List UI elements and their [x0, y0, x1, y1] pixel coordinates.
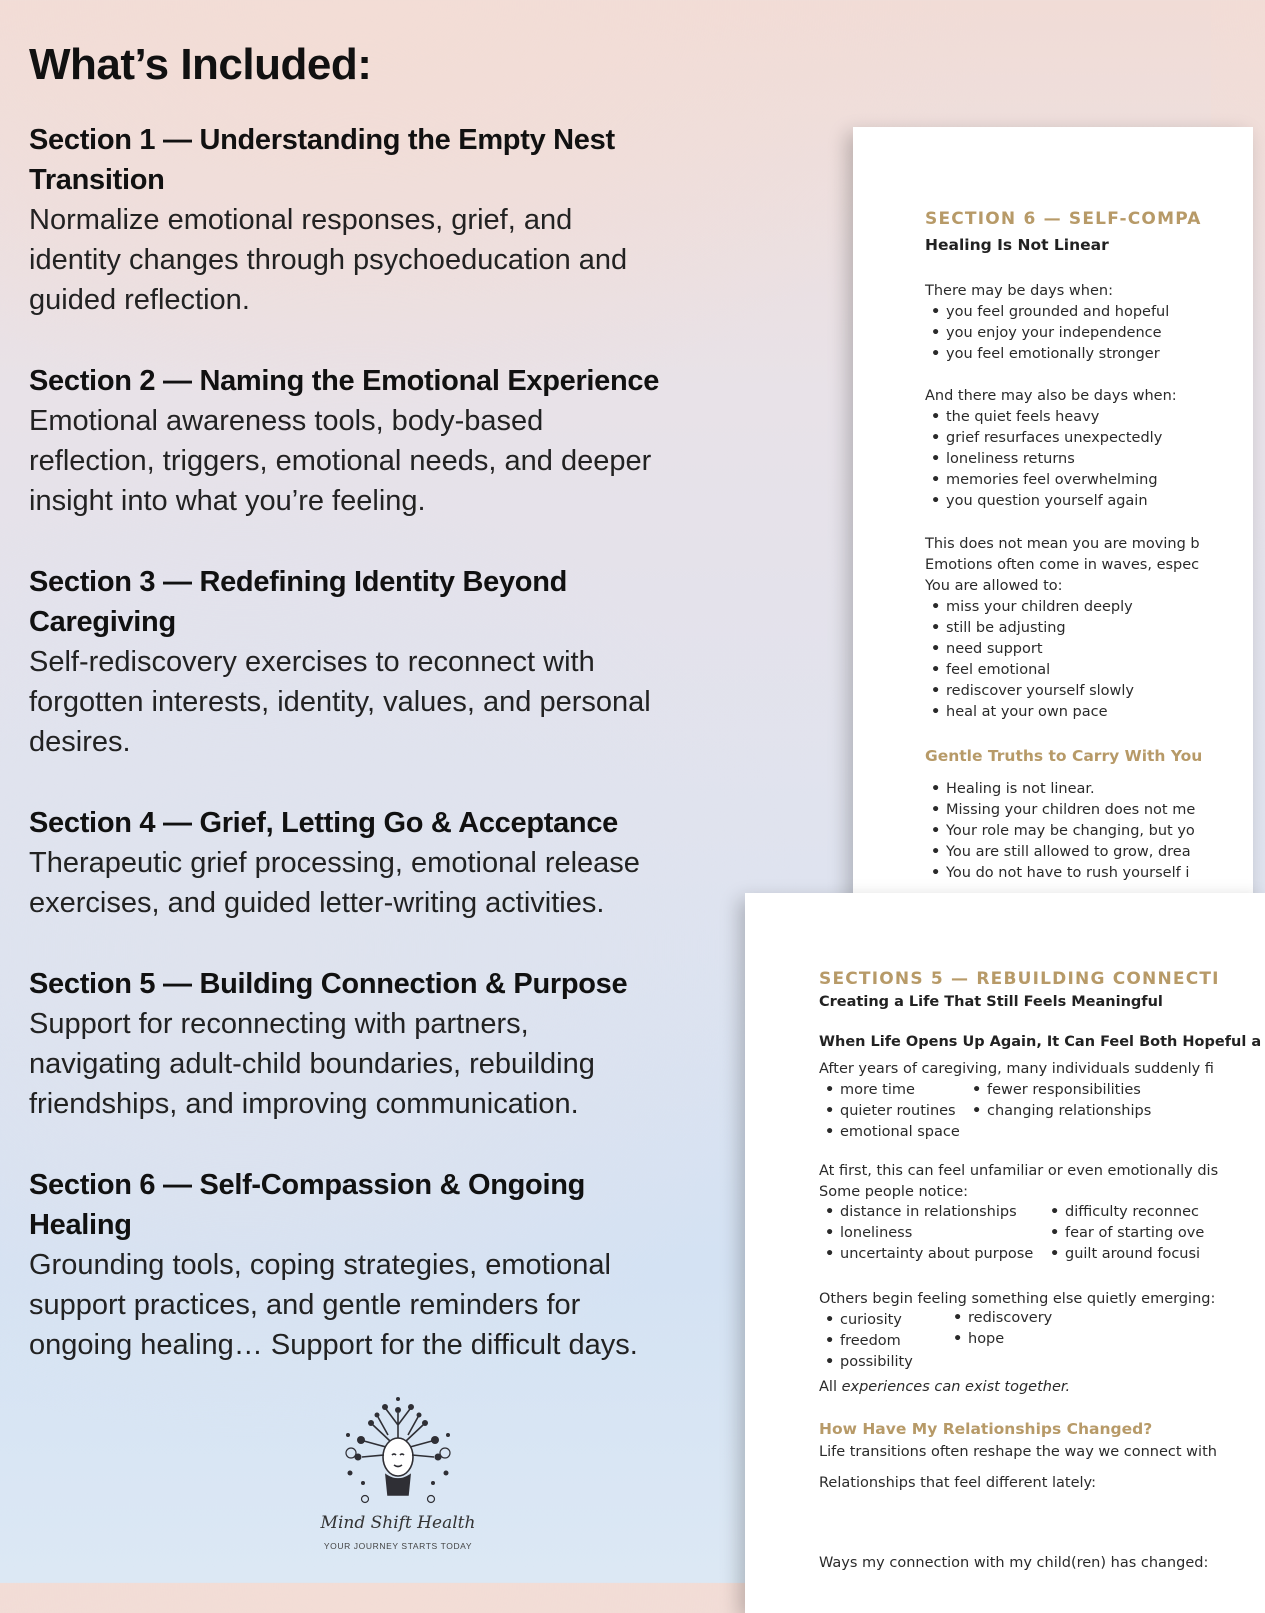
- list-item: • Healing is not linear.: [928, 779, 1195, 800]
- list-item: • loneliness returns: [928, 449, 1162, 470]
- page-title: What’s Included:: [29, 40, 372, 89]
- section-description: Emotional awareness tools, body-based reflection, triggers, emotional needs, and deeper insight into what you’re feeling.: [29, 405, 652, 517]
- list-item: • you feel grounded and hopeful: [928, 302, 1169, 323]
- section-title: Section 6 — Self-Compassion & Ongoing Healing: [29, 1169, 586, 1241]
- page-list: [928, 597, 1134, 723]
- page-list: [822, 1080, 960, 1143]
- list-item: • freedom: [822, 1331, 913, 1352]
- section-title: Section 4 — Grief, Letting Go & Acceptance: [29, 807, 618, 839]
- list-item: • grief resurfaces unexpectedly: [928, 428, 1162, 449]
- section-1: [29, 120, 769, 320]
- list-item: • Missing your children does not me: [928, 800, 1195, 821]
- page-text: Life transitions often reshape the way we connect with: [819, 1444, 1217, 1460]
- logo-wordmark: Mind Shift Health: [320, 1513, 476, 1533]
- list-item: • you question yourself again: [928, 491, 1162, 512]
- page-list: [928, 779, 1195, 884]
- list-item: • loneliness: [822, 1223, 1033, 1244]
- tree-head-logo-icon: [318, 1395, 478, 1515]
- list-item: • memories feel overwhelming: [928, 470, 1162, 491]
- list-item: • You do not have to rush yourself i: [928, 863, 1195, 884]
- page-text: Relationships that feel different lately:: [819, 1475, 1096, 1491]
- page-subheading: Healing Is Not Linear: [925, 236, 1109, 254]
- page-list: [1047, 1202, 1204, 1265]
- section-title: [29, 120, 769, 200]
- list-item: • changing relationships: [969, 1101, 1151, 1122]
- sections-list: [29, 120, 769, 1406]
- logo-tagline: YOUR JOURNEY STARTS TODAY: [323, 1541, 473, 1551]
- page-heading: SECTION 6 — SELF-COMPA: [925, 209, 1202, 229]
- page-list: [822, 1310, 913, 1373]
- list-item: • emotional space: [822, 1122, 960, 1143]
- page-gold-heading: How Have My Relationships Changed?: [819, 1420, 1153, 1438]
- section-6: [29, 1165, 769, 1365]
- page-text: There may be days when:: [925, 283, 1113, 299]
- page-preview-section-5: [745, 893, 1265, 1613]
- list-item: • You are still allowed to grow, drea: [928, 842, 1195, 863]
- list-item: • you enjoy your independence: [928, 323, 1169, 344]
- list-item: • Your role may be changing, but yo: [928, 821, 1195, 842]
- list-item: • quieter routines: [822, 1101, 960, 1122]
- list-item: • need support: [928, 639, 1134, 660]
- section-description: Grounding tools, coping strategies, emotional support practices, and gentle reminders for ongoing healing… Support for the difficult days.: [29, 1249, 638, 1361]
- page-preview-section-6: [853, 127, 1253, 902]
- list-item: • hope: [950, 1329, 1052, 1350]
- section-description: Self-rediscovery exercises to reconnect with forgotten interests, identity, values, and personal desires.: [29, 646, 651, 758]
- list-item: • possibility: [822, 1352, 913, 1373]
- page-list: [969, 1080, 1151, 1122]
- list-item: • feel emotional: [928, 660, 1134, 681]
- section-4: [29, 803, 769, 923]
- list-item: • heal at your own pace: [928, 702, 1134, 723]
- list-item: • miss your children deeply: [928, 597, 1134, 618]
- page-heading: SECTIONS 5 — REBUILDING CONNECTI: [819, 969, 1220, 989]
- list-item: • you feel emotionally stronger: [928, 344, 1169, 365]
- page-list: [928, 302, 1169, 365]
- section-description: Normalize emotional responses, grief, and identity changes through psychoeducation and guided reflection.: [29, 204, 628, 316]
- brand-logo: [318, 1395, 478, 1560]
- page-subheading: Creating a Life That Still Feels Meaningful: [819, 994, 1163, 1010]
- list-item: • distance in relationships: [822, 1202, 1033, 1223]
- list-item: • rediscover yourself slowly: [928, 681, 1134, 702]
- list-item: • curiosity: [822, 1310, 913, 1331]
- page-paragraph: At first, this can feel unfamiliar or even emotionally dis Some people notice:: [819, 1163, 1219, 1200]
- page-text: After years of caregiving, many individuals suddenly fi: [819, 1061, 1214, 1077]
- list-item: • the quiet feels heavy: [928, 407, 1162, 428]
- list-item: • difficulty reconnec: [1047, 1202, 1204, 1223]
- section-title-line: Transition: [29, 164, 165, 196]
- page-text: Others begin feeling something else quietly emerging:: [819, 1291, 1216, 1307]
- list-item: • guilt around focusi: [1047, 1244, 1204, 1265]
- section-5: [29, 964, 769, 1124]
- list-item: • more time: [822, 1080, 960, 1101]
- section-description: Support for reconnecting with partners, navigating adult-child boundaries, rebuilding friendships, and improving communication.: [29, 1008, 595, 1120]
- section-title: Section 3 — Redefining Identity Beyond Caregiving: [29, 566, 568, 638]
- page-text: Ways my connection with my child(ren) has changed:: [819, 1555, 1209, 1571]
- page-list: [822, 1202, 1033, 1265]
- section-2: [29, 361, 769, 521]
- list-item: • uncertainty about purpose: [822, 1244, 1033, 1265]
- page-text: And there may also be days when:: [925, 388, 1177, 404]
- list-item: • rediscovery: [950, 1308, 1052, 1329]
- page-list: [950, 1308, 1052, 1350]
- section-title-line: Section 1 — Understanding the Empty Nest: [29, 124, 615, 156]
- section-description: Therapeutic grief processing, emotional release exercises, and guided letter-writing activities.: [29, 847, 640, 919]
- section-3: [29, 562, 769, 762]
- page-bold-line: When Life Opens Up Again, It Can Feel Both Hopeful a: [819, 1034, 1262, 1050]
- page-paragraph: This does not mean you are moving b Emotions often come in waves, espec You are allowed to:: [925, 536, 1200, 594]
- page-gold-heading: Gentle Truths to Carry With You: [925, 747, 1203, 765]
- section-title: Section 2 — Naming the Emotional Experience: [29, 365, 660, 397]
- list-item: • still be adjusting: [928, 618, 1134, 639]
- list-item: • fewer responsibilities: [969, 1080, 1151, 1101]
- list-item: • fear of starting ove: [1047, 1223, 1204, 1244]
- section-title: Section 5 — Building Connection & Purpose: [29, 968, 628, 1000]
- page-list: [928, 407, 1162, 512]
- page-text: All experiences can exist together.: [819, 1379, 1071, 1395]
